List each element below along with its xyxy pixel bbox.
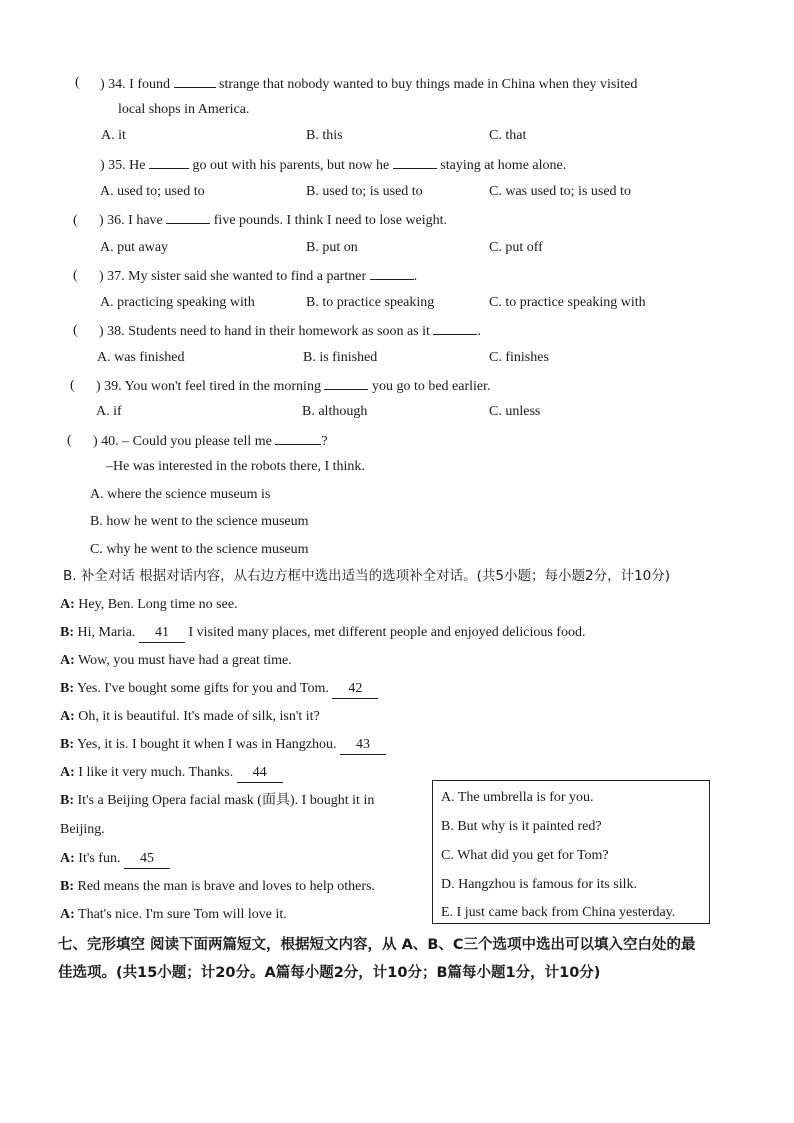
- section-b-heading: B. 补全对话 根据对话内容，从右边方框中选出适当的选项补全对话。(共5小题；每小题2分，计10分): [63, 568, 671, 584]
- answer-paren: (: [75, 75, 80, 90]
- question-35: ) 35. He go out with his parents, but now he staying at home alone.: [100, 155, 566, 175]
- section-7-heading-line1: 七、完形填空 阅读下面两篇短文，根据短文内容，从 A、B、C三个选项中选出可以填入空白处的最: [58, 937, 696, 953]
- option-a: A. used to; used to: [100, 184, 205, 199]
- option-c: C. unless: [489, 404, 541, 419]
- answer-paren: (: [73, 268, 78, 283]
- answer-blank[interactable]: [324, 376, 368, 390]
- question-39: ) 39. You won't feel tired in the morning you go to bed earlier.: [96, 376, 491, 396]
- question-40: ) 40. – Could you please tell me ?: [93, 431, 328, 451]
- dialog-line: B: Hi, Maria. 41 I visited many places, met different people and enjoyed delicious food.: [60, 624, 586, 643]
- answer-paren: (: [70, 378, 75, 393]
- option-b: B. although: [302, 404, 368, 419]
- dialog-line: A: That's nice. I'm sure Tom will love it.: [60, 907, 287, 922]
- option-a: A. was finished: [97, 350, 185, 365]
- option-a: A. if: [96, 404, 122, 419]
- question-36: ) 36. I have five pounds. I think I need to lose weight.: [99, 210, 447, 230]
- question-34-line2: local shops in America.: [118, 102, 250, 117]
- blank-42[interactable]: 42: [332, 680, 378, 699]
- option-box-e: E. I just came back from China yesterday.: [441, 905, 676, 920]
- question-38: ) 38. Students need to hand in their homework as soon as it .: [99, 321, 481, 341]
- answer-blank[interactable]: [393, 155, 437, 169]
- option-b: B. this: [306, 128, 343, 143]
- question-37: ) 37. My sister said she wanted to find a partner .: [99, 266, 417, 286]
- option-box-d: D. Hangzhou is famous for its silk.: [441, 877, 637, 892]
- blank-41[interactable]: 41: [139, 624, 185, 643]
- answer-blank[interactable]: [166, 210, 210, 224]
- option-a: A. where the science museum is: [90, 487, 271, 502]
- dialog-line: B: Red means the man is brave and loves to help others.: [60, 879, 375, 894]
- option-c: C. why he went to the science museum: [90, 542, 309, 557]
- answer-blank[interactable]: [174, 74, 216, 88]
- dialog-line: A: It's fun. 45: [60, 850, 170, 869]
- option-a: A. put away: [100, 240, 169, 255]
- option-c: C. finishes: [489, 350, 549, 365]
- dialog-line: B: Yes. I've bought some gifts for you and Tom. 42: [60, 680, 378, 699]
- dialog-line: A: I like it very much. Thanks. 44: [60, 764, 283, 783]
- answer-blank[interactable]: [433, 321, 477, 335]
- option-b: B. is finished: [303, 350, 378, 365]
- answer-blank[interactable]: [275, 431, 321, 445]
- answer-blank[interactable]: [149, 155, 189, 169]
- option-a: A. it: [101, 128, 126, 143]
- dialog-line-cont: Beijing.: [60, 822, 105, 837]
- answer-paren: (: [73, 323, 78, 338]
- dialog-line: A: Oh, it is beautiful. It's made of silk, isn't it?: [60, 709, 320, 724]
- option-c: C. was used to; is used to: [489, 184, 631, 199]
- option-b: B. how he went to the science museum: [90, 514, 309, 529]
- blank-43[interactable]: 43: [340, 736, 386, 755]
- blank-45[interactable]: 45: [124, 850, 170, 869]
- option-box-b: B. But why is it painted red?: [441, 819, 602, 834]
- section-7-heading-line2: 佳选项。(共15小题；计20分。A篇每小题2分，计10分；B篇每小题1分，计10分): [58, 965, 601, 981]
- dialog-line: A: Hey, Ben. Long time no see.: [60, 597, 238, 612]
- question-34: ) 34. I found strange that nobody wanted to buy things made in China when they visited: [100, 74, 637, 94]
- option-c: C. put off: [489, 240, 543, 255]
- answer-paren: (: [67, 433, 72, 448]
- option-b: B. to practice speaking: [306, 295, 435, 310]
- option-a: A. practicing speaking with: [100, 295, 255, 310]
- dialog-line: B: It's a Beijing Opera facial mask (面具). I bought it in: [60, 793, 375, 808]
- option-b: B. used to; is used to: [306, 184, 423, 199]
- dialog-line: B: Yes, it is. I bought it when I was in Hangzhou. 43: [60, 736, 386, 755]
- option-box-a: A. The umbrella is for you.: [441, 790, 594, 805]
- question-40-reply: –He was interested in the robots there, I think.: [106, 459, 365, 474]
- option-c: C. that: [489, 128, 527, 143]
- blank-44[interactable]: 44: [237, 764, 283, 783]
- answer-blank[interactable]: [370, 266, 414, 280]
- option-b: B. put on: [306, 240, 358, 255]
- option-c: C. to practice speaking with: [489, 295, 646, 310]
- dialog-line: A: Wow, you must have had a great time.: [60, 653, 292, 668]
- option-box-c: C. What did you get for Tom?: [441, 848, 609, 863]
- answer-paren: (: [73, 213, 78, 228]
